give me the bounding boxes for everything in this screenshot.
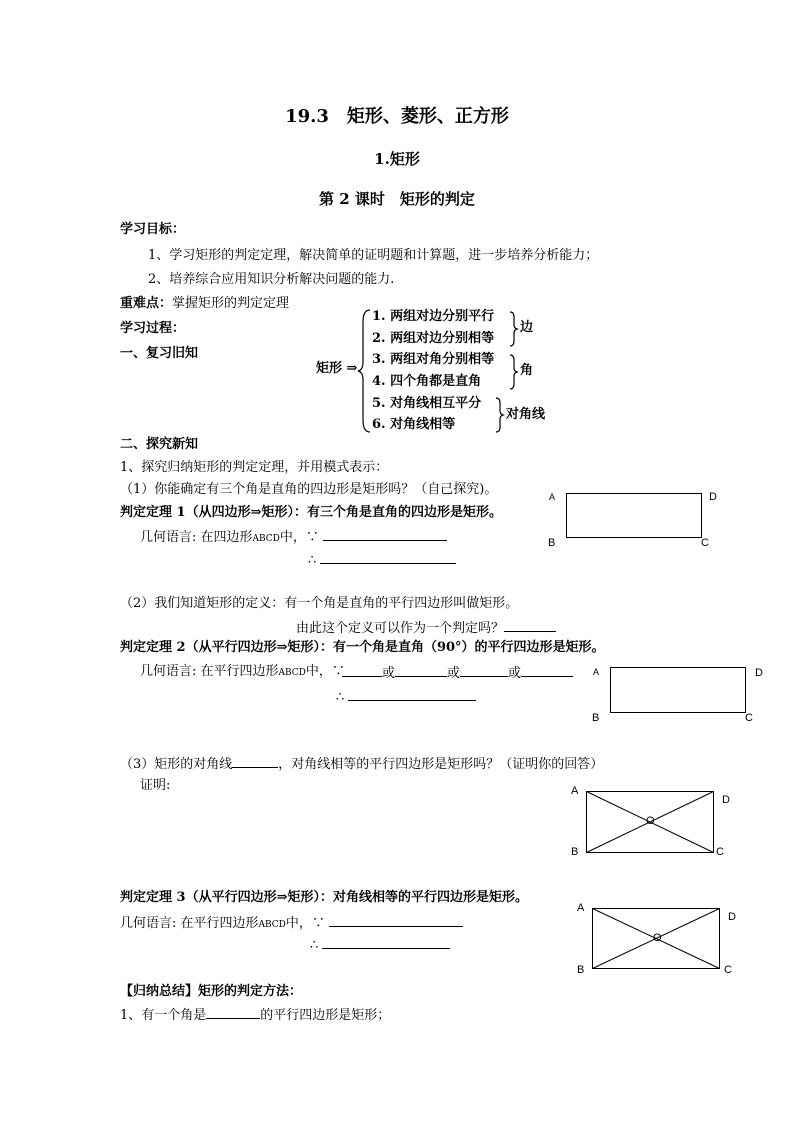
vertex-label-c: C [701,537,709,549]
review-item-5: 5. 对角线相互平分 [372,396,482,411]
brace-diagonal-icon [496,397,504,433]
question-3: （3）矩形的对角线 ，对角线相等的平行四边形是矩形吗？（证明你的回答） [120,757,604,772]
group-side-label: 边 [520,320,534,335]
page-title: 19.3 矩形、菱形、正方形 [285,106,509,127]
answer-blank[interactable] [206,1006,260,1019]
explore-intro: 1、探究归纳矩形的判定定理，并用模式表示： [120,460,389,475]
vertex-label-c: C [716,846,724,858]
question-1: （1）你能确定有三个角是直角的四边形是矩形吗？（自己探究)。 [120,482,498,497]
geometry-statement-3: 几何语言: 在平行四边形ABCD中，∵ [120,914,463,933]
geometry-statement-1: 几何语言: 在四边形ABCD中，∵ [140,528,447,547]
process-heading: 学习过程： [120,321,186,336]
vertex-label-d: D [709,491,717,503]
vertex-label-b: B [592,712,600,724]
answer-blank[interactable] [504,619,556,632]
vertex-label-d: D [722,794,730,806]
group-angle-label: 角 [520,363,534,378]
conclusion-3: ∴ [310,936,450,954]
theorem-2: 判定定理 2（从平行四边形⇒矩形）：有一个角是直角（90°）的平行四边形是矩形。 [120,640,605,655]
review-item-6: 6. 对角线相等 [372,417,456,432]
key-points-label: 重难点： [120,296,173,311]
answer-blank[interactable] [232,755,278,768]
center-label-o: O [653,932,662,944]
review-heading: 一、复习旧知 [120,346,199,361]
answer-blank[interactable] [521,664,573,677]
review-lead: 矩形 ⇒ [316,361,358,376]
key-points-text: 掌握矩形的判定定理 [172,296,290,311]
lesson-title: 第 2 课时 矩形的判定 [319,190,475,208]
center-label-o: O [646,815,655,827]
group-diagonal-label: 对角线 [506,407,546,422]
explore-heading: 二、探究新知 [120,437,199,452]
vertex-label-c: C [745,712,753,724]
rectangle-figure-1 [566,493,702,538]
review-item-2: 2. 两组对边分别相等 [372,331,495,346]
brace-angle-icon [510,354,518,390]
summary-item-1: 1、有一个角是 的平行四边形是矩形； [120,1008,391,1023]
review-item-4: 4. 四个角都是直角 [372,374,482,389]
vertex-label-a: A [549,492,556,502]
geometry-statement-2: 几何语言: 在平行四边形ABCD中，∵ [140,664,345,679]
vertex-label-d: D [755,667,763,679]
summary-heading: 【归纳总结】矩形的判定方法： [120,984,303,999]
question-2-followup: 由此这个定义可以作为一个判定吗？ [296,619,556,637]
goals-heading: 学习目标： [120,222,186,237]
key-points [120,296,289,312]
review-brace-left [358,308,372,434]
vertex-label-a: A [571,785,579,797]
question-2: （2）我们知道矩形的定义：有一个角是直角的平行四边形叫做矩形。 [120,596,519,611]
answer-blank[interactable] [348,688,476,701]
answer-blank[interactable] [395,664,447,677]
vertex-label-b: B [577,964,585,976]
goal-item-1: 1、学习矩形的判定定理，解决简单的证明题和计算题，进一步培养分析能力； [148,248,599,263]
vertex-label-b: B [571,846,579,858]
answer-blank[interactable] [322,936,450,949]
vertex-label-b: B [548,537,556,549]
answer-blank[interactable] [323,528,447,541]
answer-blank[interactable] [320,551,456,564]
goal-item-2: 2、培养综合应用知识分析解决问题的能力. [148,272,395,287]
theorem-1: 判定定理 1（从四边形⇒矩形）：有三个角是直角的四边形是矩形。 [120,505,502,520]
geometry-blanks-2: 或 或 或 [342,664,573,682]
review-item-1: 1. 两组对边分别平行 [372,309,495,324]
review-item-3: 3. 两组对角分别相等 [372,352,495,367]
rectangle-figure-2 [610,667,746,713]
conclusion-1: ∴ [308,551,456,569]
vertex-label-d: D [728,911,736,923]
vertex-label-c: C [724,964,732,976]
proof-label: 证明: [140,778,171,793]
answer-blank[interactable] [329,914,463,927]
answer-blank[interactable] [342,664,382,677]
section-subtitle: 1.矩形 [374,150,420,168]
brace-side-icon [510,311,518,347]
vertex-label-a: A [577,902,585,914]
conclusion-2: ∴ [336,688,476,706]
answer-blank[interactable] [460,664,508,677]
theorem-3: 判定定理 3（从平行四边形⇒矩形）：对角线相等的平行四边形是矩形。 [120,890,528,905]
vertex-label-a: A [593,667,600,677]
